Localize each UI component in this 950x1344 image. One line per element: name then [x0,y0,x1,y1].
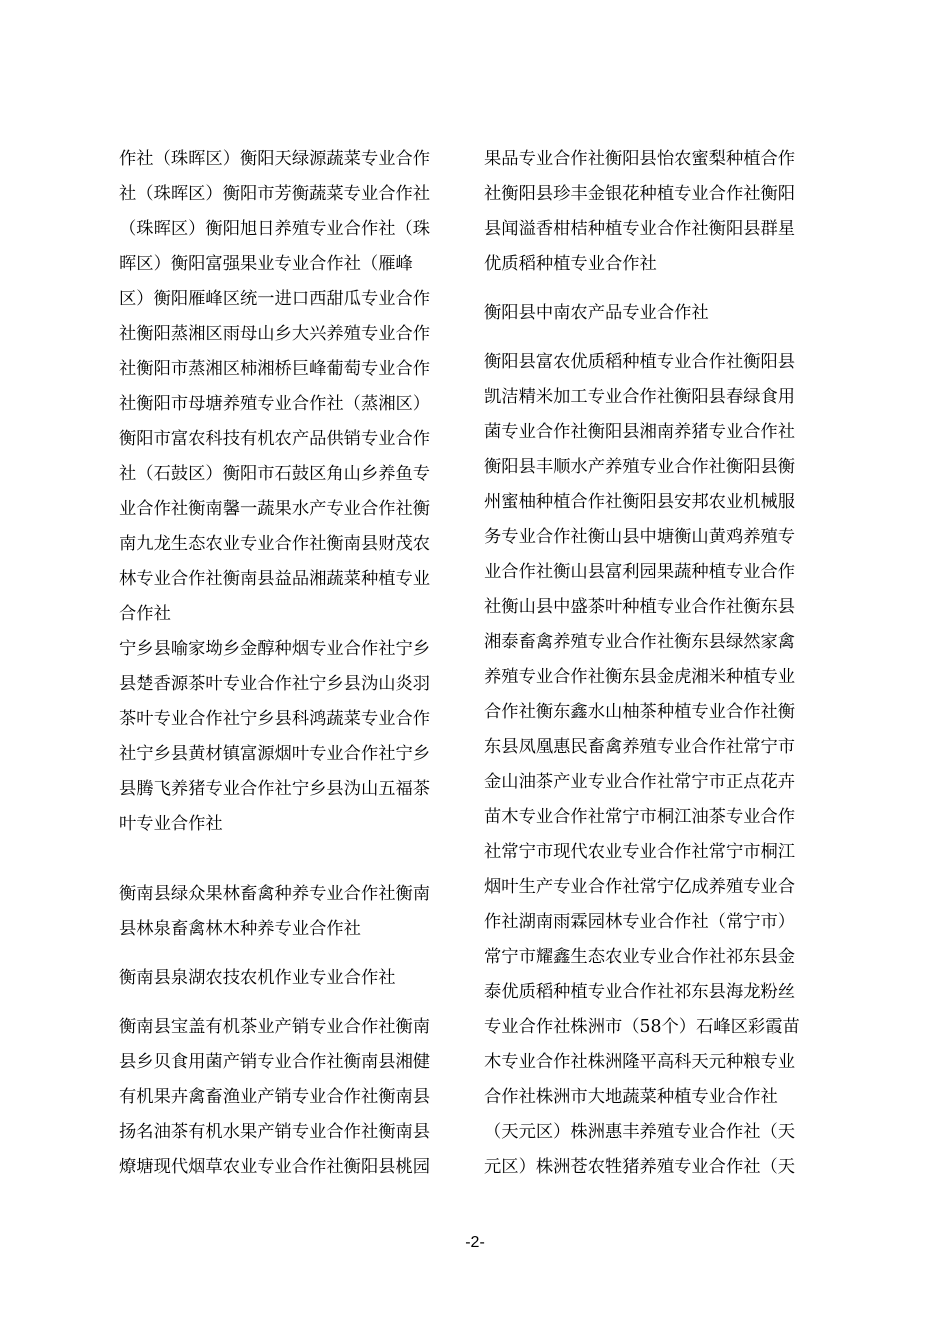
text-line: 烟叶生产专业合作社常宁亿成养殖专业合 [484,877,796,897]
text-line: 区）衡阳雁峰区统一进口西甜瓜专业合作 [119,289,431,309]
text-line: 县腾飞养猪专业合作社宁乡县沩山五福茶 [119,779,431,799]
paragraph-gap [119,996,465,1010]
text-line: 合作社 [119,604,171,624]
text-line: 社（珠晖区）衡阳市芳衡蔬菜专业合作社 [119,184,431,204]
text-line: 南九龙生态农业专业合作社衡南县财茂农 [119,534,431,554]
text-line: 优质稻种植专业合作社 [484,254,657,274]
paragraph-gap [119,947,465,961]
paragraph-gap [484,282,830,296]
paragraph-gap [484,331,830,345]
text-line: 衡阳市富农科技有机农产品供销专业合作 [119,429,431,449]
text-line: 金山油茶产业专业合作社常宁市正点花卉 [484,772,796,792]
text-line: 衡阳县富农优质稻种植专业合作社衡阳县 [484,352,796,372]
text-line: （珠晖区）衡阳旭日养殖专业合作社（珠 [119,219,431,239]
paragraph [119,877,465,947]
text-line: 县闻溢香柑桔种植专业合作社衡阳县群星 [484,219,796,239]
text-line: 果品专业合作社衡阳县怡农蜜梨种植合作 [484,149,796,169]
text-line: 县乡贝食用菌产销专业合作社衡南县湘健 [119,1052,431,1072]
paragraph [119,142,465,632]
text-line: 元区）株洲苍农牲猪养殖专业合作社（天 [484,1157,796,1177]
text-line: 务专业合作社衡山县中塘衡山黄鸡养殖专 [484,527,796,547]
text-line: 衡阳县中南农产品专业合作社 [484,303,709,323]
paragraph [119,632,465,842]
text-line: 社宁乡县黄材镇富源烟叶专业合作社宁乡 [119,744,431,764]
text-line: 社衡阳市母塘养殖专业合作社（蒸湘区） [119,394,431,414]
text-line: 州蜜柚种植合作社衡阳县安邦农业机械服 [484,492,796,512]
text-line: 衡南县宝盖有机茶业产销专业合作社衡南 [119,1017,431,1037]
text-line: 作社（珠晖区）衡阳天绿源蔬菜专业合作 [119,149,431,169]
text-line: 常宁市耀鑫生态农业专业合作社祁东县金 [484,947,796,967]
text-line: 社衡阳县珍丰金银花种植专业合作社衡阳 [484,184,796,204]
page-number: -2- [465,1234,485,1251]
text-line: 有机果卉禽畜渔业产销专业合作社衡南县 [119,1087,431,1107]
text-line: 湘泰畜禽养殖专业合作社衡东县绿然家禽 [484,632,796,652]
paragraph [484,345,830,1185]
text-line: 扬名油茶有机水果产销专业合作社衡南县 [119,1122,431,1142]
text-line: 茶叶专业合作社宁乡县科鸿蔬菜专业合作 [119,709,431,729]
text-line: 业合作社衡山县富利园果蔬种植专业合作 [484,562,796,582]
text-line: 衡南县泉湖农技农机作业专业合作社 [119,968,396,988]
text-line: 业合作社衡南馨一蔬果水产专业合作社衡 [119,499,431,519]
text-line: 衡阳县丰顺水产养殖专业合作社衡阳县衡 [484,457,796,477]
text-line: 叶专业合作社 [119,814,223,834]
text-line: 晖区）衡阳富强果业专业合作社（雁峰 [119,254,413,274]
paragraph [119,961,465,996]
text-line: 县楚香源茶叶专业合作社宁乡县沩山炎羽 [119,674,431,694]
text-line: 木专业合作社株洲隆平高科天元种粮专业 [484,1052,796,1072]
right-text-column [484,142,830,1185]
text-line: 合作社株洲市大地蔬菜种植专业合作社 [484,1087,778,1107]
text-line: 养殖专业合作社衡东县金虎湘米种植专业 [484,667,796,687]
text-line: 社（石鼓区）衡阳市石鼓区角山乡养鱼专 [119,464,431,484]
text-line: 县林泉畜禽林木种养专业合作社 [119,919,361,939]
text-line: 菌专业合作社衡阳县湘南养猪专业合作社 [484,422,796,442]
text-line: 社衡阳市蒸湘区柿湘桥巨峰葡萄专业合作 [119,359,431,379]
left-text-column [119,142,465,1185]
text-line: 合作社衡东鑫水山柚茶种植专业合作社衡 [484,702,796,722]
text-line: （天元区）株洲惠丰养殖专业合作社（天 [484,1122,796,1142]
text-line: 专业合作社株洲市（58个）石峰区彩霞苗 [484,1017,800,1037]
text-line: 作社湖南雨霖园林专业合作社（常宁市） [484,912,796,932]
text-line: 燎塘现代烟草农业专业合作社衡阳县桃园 [119,1157,431,1177]
paragraph-gap [119,842,465,877]
text-line: 泰优质稻种植专业合作社祁东县海龙粉丝 [484,982,796,1002]
text-line: 社常宁市现代农业专业合作社常宁市桐江 [484,842,796,862]
text-line: 东县凤凰惠民畜禽养殖专业合作社常宁市 [484,737,796,757]
paragraph [484,296,830,331]
paragraph [484,142,830,282]
text-line: 社衡阳蒸湘区雨母山乡大兴养殖专业合作 [119,324,431,344]
paragraph [119,1010,465,1185]
text-line: 衡南县绿众果林畜禽种养专业合作社衡南 [119,884,431,904]
text-line: 社衡山县中盛茶叶种植专业合作社衡东县 [484,597,796,617]
text-line: 宁乡县喻家坳乡金醇种烟专业合作社宁乡 [119,639,431,659]
text-line: 苗木专业合作社常宁市桐江油茶专业合作 [484,807,796,827]
text-line: 凯洁精米加工专业合作社衡阳县春绿食用 [484,387,796,407]
text-line: 林专业合作社衡南县益品湘蔬菜种植专业 [119,569,431,589]
